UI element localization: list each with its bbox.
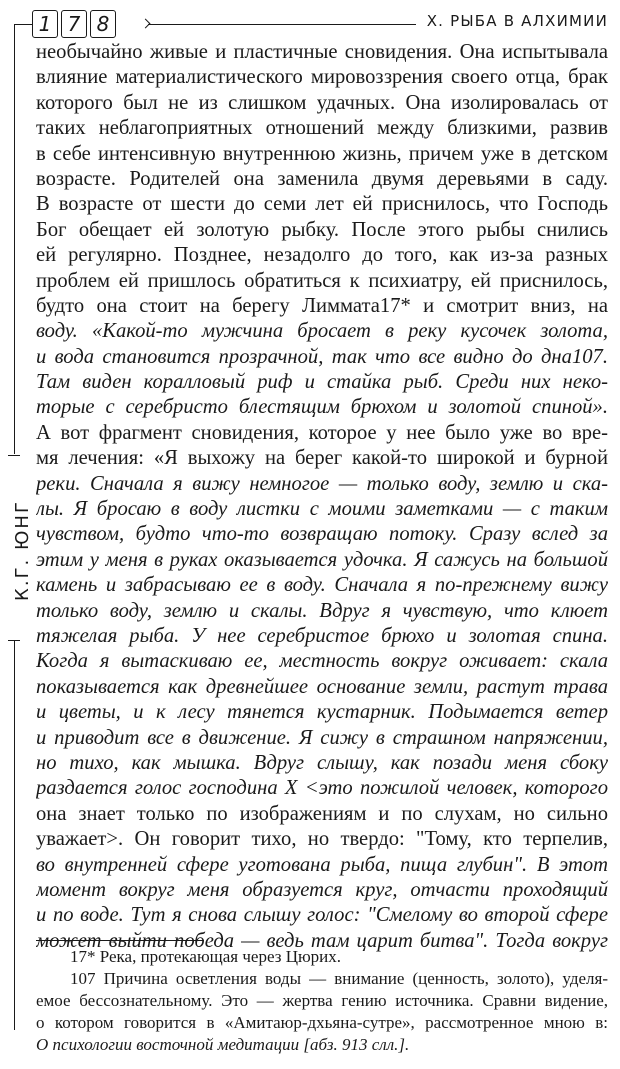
text-line: может выйти победа — ведь там царит битва". Тогда вокруг: [36, 929, 608, 952]
text-line: этим у меня в руках оказывается удочка. Я сажусь на большой: [36, 548, 608, 571]
header-rule-right: [148, 24, 416, 25]
text-line: но тихо, как мышка. Вдруг слышу, как позади меня сбоку: [36, 751, 608, 774]
text-line: показывается как древнейшее основание земли, растут трава: [36, 675, 608, 698]
text-line: мя лечения: «Я выхожу на берег какой-то широкой и бурной: [36, 447, 608, 470]
text-line: возрасте. Родителей она заменила двумя деревьями в саду.: [36, 167, 608, 190]
running-title: X. РЫБА В АЛХИМИИ: [426, 12, 608, 30]
footnote-17: 17* Река, протекающая через Цюрих.: [70, 947, 342, 966]
text-line: и цветы, и к лесу тянется кустарник. Подымается ветер: [36, 701, 608, 724]
text-line: влияние материалистического мировоззрения своего отца, брак: [36, 66, 608, 89]
text-line: чувством, будто что-то возвращаю потоку. Сразу вслед за: [36, 523, 608, 546]
footnote-107-line: о котором говорится в «Амитаюр-дхьяна-сутре», рассмотренное мною в:: [36, 1013, 608, 1032]
text-line: таких неблагоприятных отношений между близкими, развив: [36, 117, 608, 140]
arrow-right-icon: [141, 19, 151, 29]
text-line: А вот фрагмент сновидения, которое у нее было уже во вре-: [36, 421, 608, 444]
text-line: Когда я вытаскиваю ее, местность вокруг оживает: скала: [36, 650, 608, 673]
text-line: и вода становится прозрачной, так что все видно до дна107.: [36, 345, 608, 368]
text-line: в себе интенсивную внутреннюю жизнь, причем уже в детском: [36, 142, 608, 165]
text-line: Там виден коралловый риф и стайка рыб. Среди них неко-: [36, 371, 608, 394]
author-bracket: [8, 455, 20, 456]
text-line: и по воде. Тут я снова слышу голос: "Смелому во второй сфере: [36, 904, 608, 927]
text-line: момент вокруг меня образуется круг, отчасти проходящий: [36, 878, 608, 901]
footnote-107-line: О психологии восточной медитации [абз. 913 слл.].: [36, 1035, 410, 1054]
footnote-107-line: емое бессознательному. Это — жертва гению источника. Сравни видение,: [36, 991, 608, 1010]
text-line: реки. Сначала я вижу немногое — только воду, землю и ска-: [36, 472, 608, 495]
text-line: ей регулярно. Позднее, незадолго до того, как из-за разных: [36, 244, 608, 267]
page-digit-box: 8: [90, 10, 116, 38]
text-line: В возрасте от шести до семи лет ей приснилось, что Господь: [36, 193, 608, 216]
text-line: лы. Я бросаю в воду листки с моими заметками — с таким: [36, 498, 608, 521]
text-line: будто она стоит на берегу Лиммата17* и смотрит вниз, на: [36, 294, 608, 317]
header-rule-left: [14, 24, 32, 25]
page-number: [32, 10, 119, 38]
text-line: уважает>. Он говорит тихо, но твердо: "Тому, кто терпелив,: [36, 828, 608, 851]
text-line: которого был не из слишком удачных. Она изолировалась от: [36, 91, 608, 114]
text-line: камень и забрасываю ее в воду. Сначала я по-прежнему вижу: [36, 574, 608, 597]
text-line: и приводит все в движение. Я сижу в страшном напряжении,: [36, 726, 608, 749]
text-line: во внутренней сфере уготована рыба, пища глубин". В этот: [36, 853, 608, 876]
margin-rule: [14, 640, 15, 1030]
footnote-107-line: 107 Причина осветления воды — внимание (ценность, золото), уделя-: [70, 969, 608, 988]
text-line: Бог обещает ей золотую рыбку. После этого рыбы снились: [36, 218, 608, 241]
page-digit-box: 7: [61, 10, 87, 38]
text-line: торые с серебристо блестящим брюхом и золотой спиной».: [36, 396, 608, 419]
footnote-rule: [36, 940, 204, 941]
page-digit-box: 1: [32, 10, 58, 38]
body-text: [36, 40, 608, 954]
text-line: раздается голос господина X <это пожилой человек, которого: [36, 777, 608, 800]
margin-rule: [14, 24, 15, 454]
text-line: необычайно живые и пластичные сновидения. Она испытывала: [36, 41, 608, 63]
text-line: она знает только по изображениям и по слухам, но сильно: [36, 802, 608, 825]
author-text: К.Г. ЮНГ: [11, 499, 33, 601]
footnotes: [36, 946, 608, 1056]
text-line: только воду, землю и скалы. Вдруг я чувствую, что клюет: [36, 599, 608, 622]
text-line: проблем ей пришлось обратиться к психиатру, ей приснилось,: [36, 269, 608, 292]
text-line: тяжелая рыба. У нее серебристое брюхо и золотая спина.: [36, 624, 608, 647]
text-line: воду. «Какой-то мужчина бросает в реку кусочек золота,: [36, 320, 608, 343]
